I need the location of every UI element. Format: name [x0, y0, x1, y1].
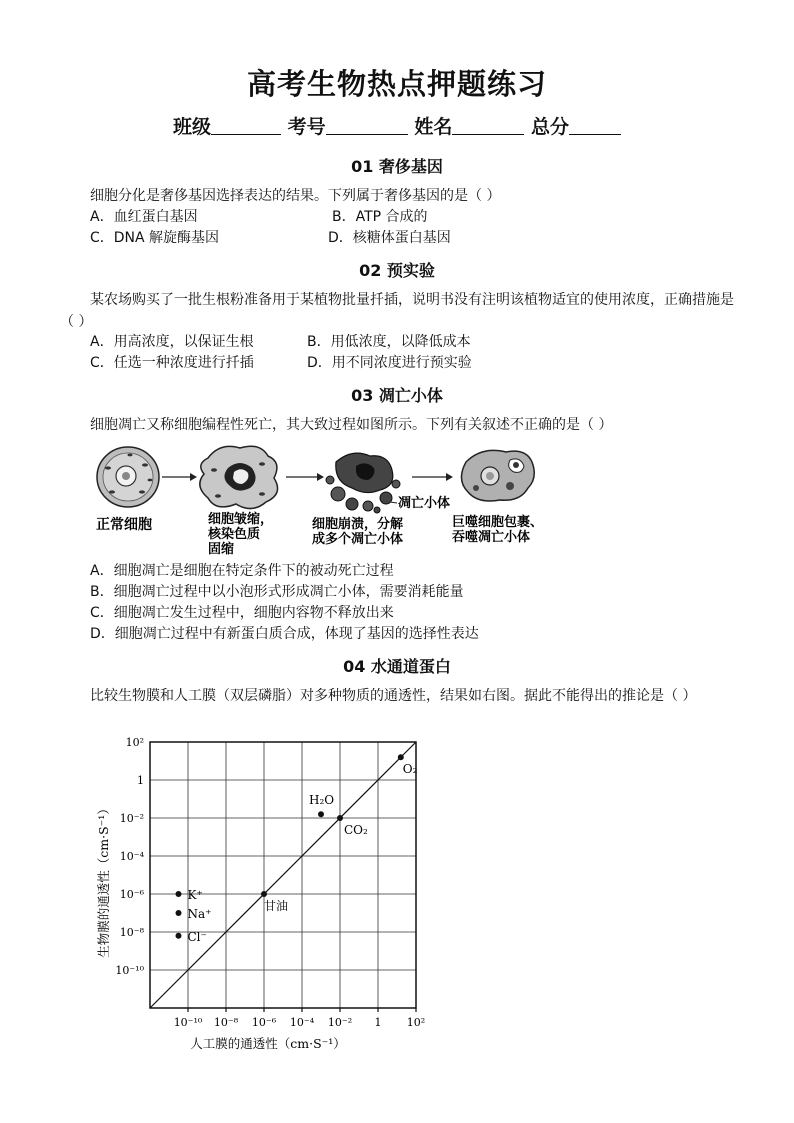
data-point-label: K⁺ [187, 888, 203, 902]
arrow-2-head [317, 473, 324, 481]
label-stage2-line2: 核染色质 [208, 527, 261, 542]
x-tick-label: 10⁻⁸ [213, 1016, 239, 1029]
class-blank[interactable] [211, 116, 281, 135]
x-tick-label: 10⁻⁴ [289, 1016, 315, 1029]
label-stage4-line2: 吞噬凋亡小体 [452, 530, 531, 545]
y-tick-label: 10⁻⁶ [119, 888, 144, 901]
x-tick-label: 10⁻⁶ [251, 1016, 277, 1029]
apoptotic-bodies-illustration [326, 453, 400, 513]
x-axis-label: 人工膜的通透性（cm·S⁻¹） [190, 1036, 346, 1051]
section-01-option-a[interactable]: A．血红蛋白基因 [90, 209, 198, 225]
label-stage3-line1: 细胞崩溃，分解 [312, 517, 404, 532]
section-02-stem-text: 某农场购买了一批生根粉准备用于某植物批量扦插，说明书没有注明该植物适宜的使用浓度，正确措施是（ ） [60, 292, 734, 330]
score-label: 总分 [530, 116, 569, 138]
section-01-option-b[interactable]: B．ATP 合成的 [332, 209, 428, 225]
macrophage-illustration [461, 450, 534, 501]
name-label: 姓名 [414, 116, 453, 138]
data-point [176, 910, 182, 916]
label-apoptotic-body-pointer: 凋亡小体 [398, 496, 451, 511]
label-stage3-line2: 成多个凋亡小体 [312, 532, 404, 547]
section-01-option-d[interactable]: D．核糖体蛋白基因 [328, 230, 451, 246]
data-point [398, 754, 404, 760]
section-02-option-a[interactable]: A．用高浓度，以保证生根 [90, 334, 254, 350]
x-tick-label: 10⁻¹⁰ [173, 1016, 203, 1029]
section-01-stem-text: 细胞分化是奢侈基因选择表达的结果。下列属于奢侈基因的是（ ） [90, 188, 501, 204]
data-point [337, 815, 343, 821]
section-04-stem [60, 685, 738, 707]
student-info-line [0, 112, 794, 139]
arrow-3-head [446, 473, 453, 481]
section-03-option-b[interactable]: B．细胞凋亡过程中以小泡形式形成凋亡小体，需要消耗能量 [90, 584, 464, 600]
label-normal-cell: 正常细胞 [96, 517, 152, 533]
data-point [261, 891, 267, 897]
label-stage4-line1: 巨噬细胞包裹、 [452, 515, 544, 530]
diagonal-line [150, 742, 416, 1008]
name-blank[interactable] [452, 116, 524, 135]
y-axis-label: 生物膜的通透性（cm·S⁻¹） [96, 802, 111, 958]
section-03-heading: 03 凋亡小体 [351, 386, 443, 405]
y-tick-label: 10⁻⁸ [119, 926, 144, 939]
exam-no-blank[interactable] [326, 116, 408, 135]
section-01-option-c[interactable]: C．DNA 解旋酶基因 [90, 230, 220, 246]
exam-no-label: 考号 [287, 116, 326, 138]
score-blank[interactable] [569, 116, 621, 135]
section-03-option-c[interactable]: C．细胞凋亡发生过程中，细胞内容物不释放出来 [90, 605, 394, 621]
apoptosis-process-figure [90, 440, 590, 555]
page-title: 高考生物热点押题练习 [246, 67, 547, 101]
data-point [176, 933, 182, 939]
label-stage2-line1: 细胞皱缩， [208, 512, 274, 527]
y-tick-label: 1 [137, 774, 144, 787]
data-point-label: CO₂ [344, 823, 368, 837]
x-tick-label: 10⁻² [327, 1016, 353, 1029]
section-02-option-c[interactable]: C．任选一种浓度进行扦插 [90, 355, 254, 371]
section-01-heading: 01 奢侈基因 [351, 157, 443, 176]
y-tick-label: 10² [125, 736, 144, 749]
x-tick-label: 10² [406, 1016, 426, 1029]
section-02-heading: 02 预实验 [359, 261, 435, 280]
x-tick-label: 1 [374, 1016, 382, 1029]
shrunken-cell-illustration [200, 446, 278, 508]
normal-cell-illustration [97, 447, 159, 507]
section-04-heading: 04 水通道蛋白 [343, 657, 451, 676]
section-03-option-a[interactable]: A．细胞凋亡是细胞在特定条件下的被动死亡过程 [90, 563, 394, 579]
section-03-option-d[interactable]: D．细胞凋亡过程中有新蛋白质合成，体现了基因的选择性表达 [90, 626, 479, 642]
label-stage2-line3: 固缩 [208, 542, 235, 555]
data-point-label: H₂O [309, 793, 335, 808]
section-02-option-d[interactable]: D．用不同浓度进行预实验 [307, 355, 472, 371]
section-02-stem [60, 289, 738, 333]
class-label: 班级 [173, 116, 212, 138]
arrow-1-head [190, 473, 197, 481]
permeability-chart [90, 730, 440, 1060]
data-point-label: 甘油 [264, 899, 289, 913]
section-02-option-b[interactable]: B．用低浓度，以降低成本 [307, 334, 471, 350]
y-tick-label: 10⁻¹⁰ [115, 964, 144, 977]
section-01-stem [60, 185, 738, 207]
data-point [176, 891, 182, 897]
data-point [318, 811, 324, 817]
y-tick-label: 10⁻⁴ [119, 850, 144, 863]
section-03-stem-text: 细胞凋亡又称细胞编程性死亡，其大致过程如图所示。下列有关叙述不正确的是（ ） [90, 417, 613, 433]
y-tick-label: 10⁻² [119, 812, 144, 825]
data-point-label: O₂ [402, 762, 418, 777]
section-03-stem [60, 414, 738, 436]
section-04-stem-text: 比较生物膜和人工膜（双层磷脂）对多种物质的通透性，结果如右图。据此不能得出的推论是（ ） [90, 688, 697, 704]
data-point-label: Cl⁻ [187, 929, 207, 944]
data-point-label: Na⁺ [187, 907, 212, 921]
